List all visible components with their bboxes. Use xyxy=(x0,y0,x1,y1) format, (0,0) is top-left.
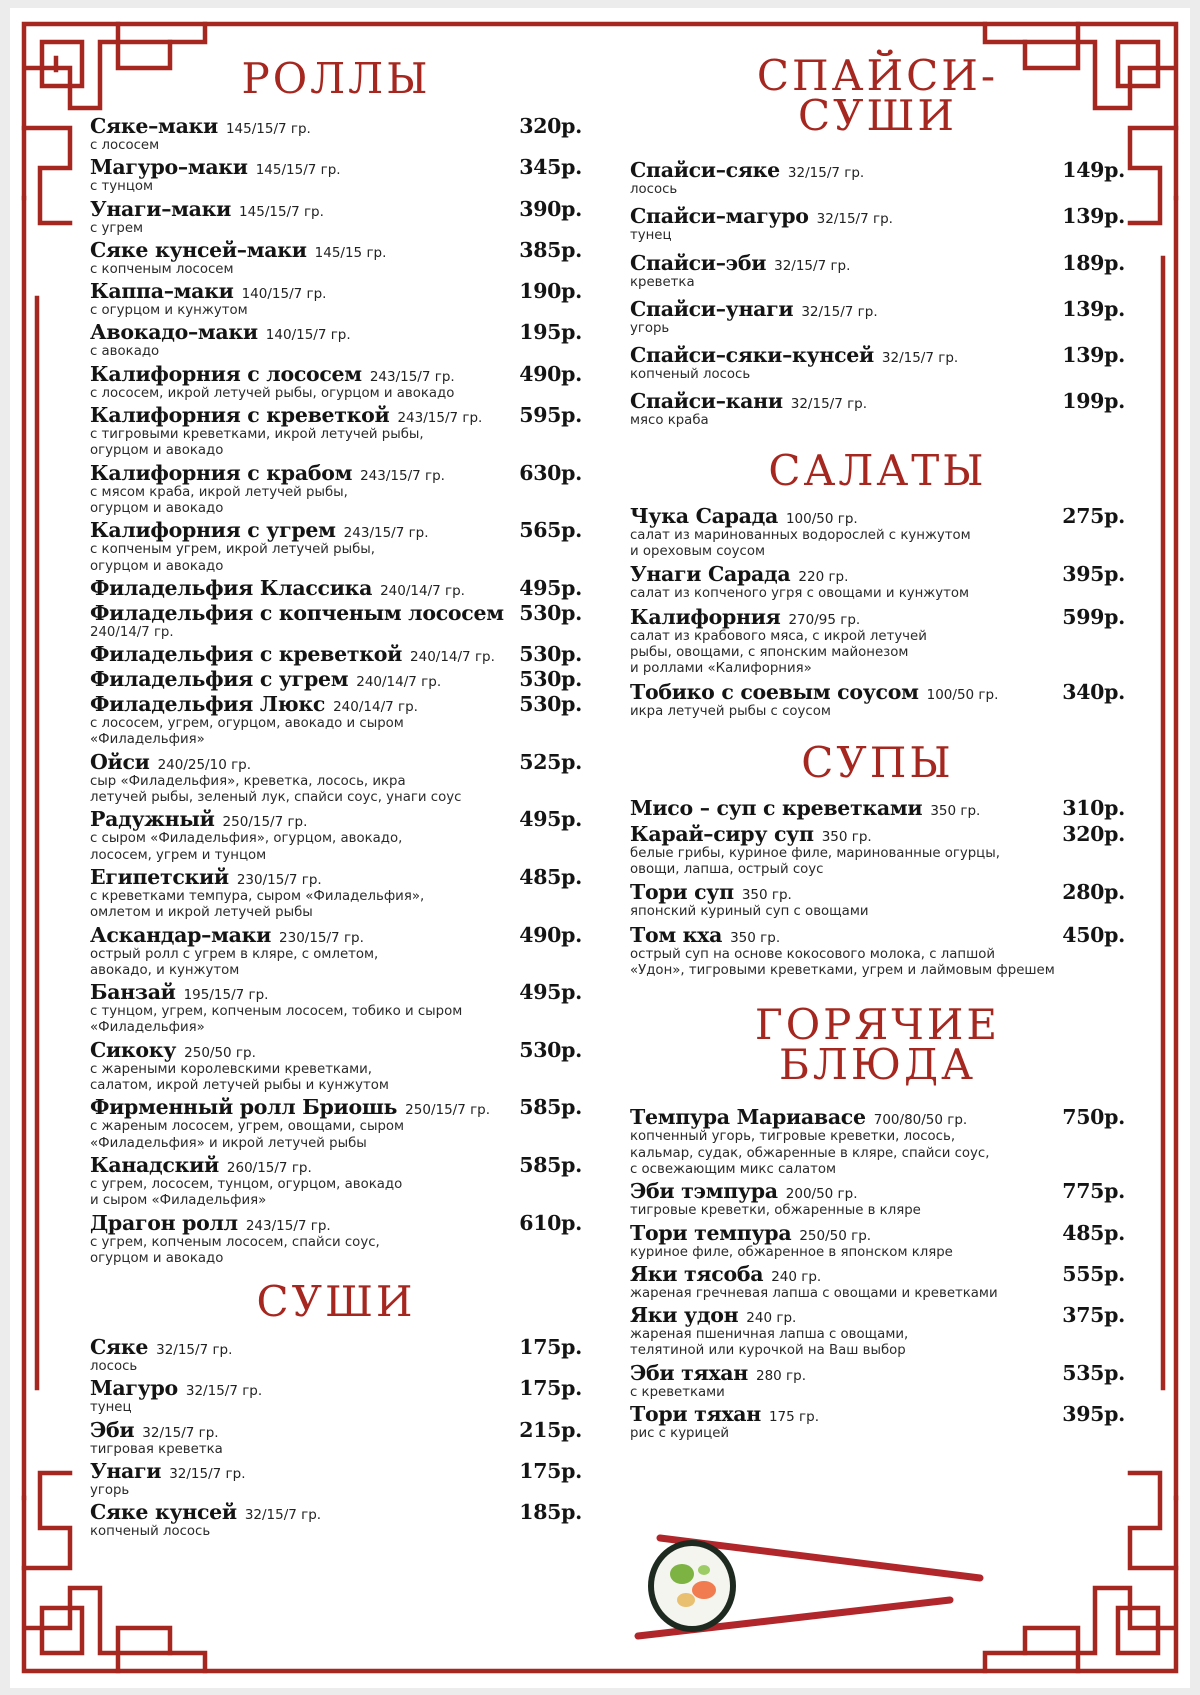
item-weight: 350 гр. xyxy=(821,828,872,845)
item-description: креветка xyxy=(630,274,695,290)
item-price: 139р. xyxy=(1062,296,1125,321)
item-name: Филадельфия Классика xyxy=(90,575,373,600)
item-name: Спайси–сяке xyxy=(630,158,780,182)
item-description: с мясом краба, икрой летучей рыбы, огурцом и авокадо xyxy=(90,484,348,516)
item-weight: 700/80/50 гр. xyxy=(873,1112,968,1129)
menu-item xyxy=(90,576,582,600)
menu-item xyxy=(90,1500,582,1540)
item-name: Яки тясоба xyxy=(630,1261,764,1286)
item-weight: 140/15/7 гр. xyxy=(241,286,327,303)
item-description: салат из маринованных водорослей с кунжутом и ореховым соусом xyxy=(630,527,971,560)
item-weight: 350 гр. xyxy=(930,802,981,819)
menu-item xyxy=(90,1211,582,1268)
item-description: рис с курицей xyxy=(630,1426,730,1442)
menu-item xyxy=(90,1335,582,1375)
menu-item xyxy=(90,1095,582,1152)
item-price: 485р. xyxy=(519,864,582,889)
menu-item xyxy=(630,680,1125,720)
item-price: 175р. xyxy=(519,1335,582,1360)
item-name: Ойси xyxy=(90,749,150,774)
item-weight: 250/50 гр. xyxy=(184,1044,256,1061)
item-description: лосось xyxy=(90,1359,138,1375)
item-name: Аскандар–маки xyxy=(90,922,272,947)
item-name: Темпура Мариавасе xyxy=(630,1105,866,1130)
item-description: лосось xyxy=(630,182,678,197)
item-weight: 270/95 гр. xyxy=(788,611,861,628)
menu-item xyxy=(90,923,582,980)
item-weight: 260/15/7 гр. xyxy=(226,1159,312,1176)
item-price: 450р. xyxy=(1062,922,1125,947)
item-description: жареная гречневая лапша с овощами и креветками xyxy=(630,1285,998,1301)
menu-item xyxy=(90,320,582,360)
menu-item xyxy=(630,1361,1125,1401)
menu-page xyxy=(10,8,1190,1688)
hot-heading-line1: ГОРЯЧИЕ xyxy=(754,1000,1001,1050)
item-name: Магуро–маки xyxy=(90,155,248,180)
menu-item xyxy=(90,692,582,749)
item-price: 375р. xyxy=(1062,1303,1125,1328)
item-description: с угрем xyxy=(90,220,144,236)
item-weight: 240 гр. xyxy=(746,1310,797,1327)
item-name: Эби xyxy=(90,1417,135,1442)
menu-item xyxy=(90,238,582,278)
item-weight: 145/15 гр. xyxy=(314,244,387,261)
item-weight: 220 гр. xyxy=(798,569,849,586)
item-price: 599р. xyxy=(1062,604,1125,629)
menu-item xyxy=(90,1038,582,1095)
item-price: 495р. xyxy=(519,807,582,832)
item-price: 485р. xyxy=(1062,1220,1125,1245)
menu-item xyxy=(90,807,582,864)
item-weight: 195/15/7 гр. xyxy=(183,987,269,1004)
item-description: 240/14/7 гр. xyxy=(90,624,174,640)
item-weight: 230/15/7 гр. xyxy=(279,929,364,946)
item-description: тунец xyxy=(630,228,672,244)
item-description: копченый лосось xyxy=(630,367,751,383)
item-name: Радужный xyxy=(90,807,215,832)
item-description: угорь xyxy=(630,320,670,336)
item-price: 275р. xyxy=(1062,503,1125,528)
item-price: 189р. xyxy=(1062,250,1125,275)
menu-item xyxy=(630,1402,1125,1442)
item-description: угорь xyxy=(90,1482,130,1498)
item-price: 395р. xyxy=(1062,562,1125,587)
item-price: 490р. xyxy=(519,922,582,947)
item-price: 195р. xyxy=(519,320,582,345)
item-name: Сяке–маки xyxy=(90,114,218,138)
item-price: 175р. xyxy=(519,1376,582,1401)
item-name: Каппа–маки xyxy=(90,279,234,304)
item-description: с тунцом, угрем, копченым лососем, тобико и сыром «Филадельфия» xyxy=(90,1004,463,1036)
item-price: 535р. xyxy=(1062,1360,1125,1385)
item-price: 530р. xyxy=(519,667,582,692)
item-weight: 145/15/7 гр. xyxy=(255,162,341,179)
item-weight: 240 гр. xyxy=(771,1268,822,1285)
item-description: с жареным лососем, угрем, овощами, сыром «Филадельфия» и икрой летучей рыбы xyxy=(90,1119,405,1151)
item-name: Эби тяхан xyxy=(630,1360,748,1385)
item-name: Филадельфия Люкс xyxy=(90,692,326,717)
menu-item xyxy=(630,1105,1125,1178)
item-description: копченный угорь, тигровые креветки, лосось, кальмар, судак, обжаренные в кляре, спайси соус, с освежающим микс салатом xyxy=(630,1129,990,1177)
item-name: Чука Сарада xyxy=(630,503,778,528)
item-name: Тобико с соевым соусом xyxy=(630,679,919,704)
item-weight: 240/14/7 гр. xyxy=(333,699,418,716)
item-price: 530р. xyxy=(519,600,582,625)
item-name: Фирменный ролл Бриошь xyxy=(90,1095,398,1120)
item-weight: 240/14/7 гр. xyxy=(356,674,442,691)
item-description: копченый лосось xyxy=(90,1524,211,1540)
spicy-heading-line1: СПАЙСИ- xyxy=(756,51,999,100)
sushi-list xyxy=(90,1335,582,1540)
item-weight: 243/15/7 гр. xyxy=(369,368,455,385)
menu-item xyxy=(630,605,1125,678)
item-description: тунец xyxy=(90,1400,132,1416)
menu-item xyxy=(90,750,582,807)
item-weight: 100/50 гр. xyxy=(785,510,858,527)
menu-item xyxy=(90,1459,582,1499)
item-price: 610р. xyxy=(519,1210,582,1235)
item-price: 310р. xyxy=(1062,795,1125,820)
item-description: салат из крабового мяса, с икрой летучей рыбы, овощами, с японским майонезом и роллами «Калифорния» xyxy=(630,628,927,677)
item-price: 139р. xyxy=(1062,343,1125,368)
item-description: икра летучей рыбы с соусом xyxy=(630,703,831,719)
item-description: острый ролл с угрем в кляре, с омлетом, авокадо, и кунжутом xyxy=(90,946,379,978)
item-name: Калифорния с креветкой xyxy=(90,403,390,428)
item-weight: 350 гр. xyxy=(741,887,792,904)
item-description: с креветками xyxy=(630,1384,725,1400)
item-price: 530р. xyxy=(519,642,582,667)
item-name: Калифорния с крабом xyxy=(90,460,353,485)
item-price: 495р. xyxy=(519,575,582,600)
sushi-roll-chopsticks-illustration xyxy=(620,1528,1060,1648)
item-name: Калифорния xyxy=(630,604,781,629)
item-name: Сикоку xyxy=(90,1037,177,1062)
item-price: 750р. xyxy=(1062,1105,1125,1130)
menu-item xyxy=(630,1221,1125,1261)
item-name: Авокадо–маки xyxy=(90,320,258,345)
item-price: 395р. xyxy=(1062,1402,1125,1427)
item-name: Калифорния с угрем xyxy=(90,518,336,543)
item-price: 345р. xyxy=(519,155,582,180)
menu-item xyxy=(90,980,582,1037)
menu-item xyxy=(90,1153,582,1210)
item-description: с авокадо xyxy=(90,344,160,360)
item-weight: 32/15/7 гр. xyxy=(185,1383,263,1400)
item-name: Канадский xyxy=(90,1152,219,1177)
item-price: 775р. xyxy=(1062,1179,1125,1204)
item-name: Карай–сиру суп xyxy=(630,821,814,846)
item-price: 530р. xyxy=(519,692,582,717)
item-name: Тори суп xyxy=(630,880,734,905)
item-price: 385р. xyxy=(519,237,582,262)
item-weight: 145/15/7 гр. xyxy=(225,121,311,137)
item-name: Сяке кунсей–маки xyxy=(90,237,307,262)
item-name: Эби тэмпура xyxy=(630,1179,778,1204)
menu-item xyxy=(630,504,1125,561)
item-description: сыр «Филадельфия», креветка, лосось, икра летучей рыбы, зеленый лук, спайси соус, унаги соус xyxy=(90,773,462,806)
item-name: Спайси–магуро xyxy=(630,204,809,229)
item-name: Унаги Сарада xyxy=(630,562,791,587)
item-description: с тунцом xyxy=(90,179,154,195)
hot-dishes-list xyxy=(630,1105,1125,1442)
item-price: 139р. xyxy=(1062,204,1125,229)
item-description: с тигровыми креветками, икрой летучей рыбы, огурцом и авокадо xyxy=(90,427,424,459)
menu-item xyxy=(630,297,1125,337)
menu-item xyxy=(630,251,1125,291)
item-weight: 243/15/7 гр. xyxy=(343,525,429,542)
item-description: тигровая креветка xyxy=(90,1441,223,1457)
menu-item xyxy=(630,158,1125,198)
item-price: 630р. xyxy=(519,460,582,485)
spicy-list xyxy=(630,158,1125,430)
item-name: Спайси–кани xyxy=(630,389,783,414)
item-name: Мисо – суп с креветками xyxy=(630,795,923,820)
menu-item xyxy=(90,518,582,575)
item-name: Калифорния с лососем xyxy=(90,361,362,386)
item-name: Сяке кунсей xyxy=(90,1500,237,1525)
item-weight: 250/50 гр. xyxy=(799,1227,872,1244)
item-weight: 32/15/7 гр. xyxy=(774,257,851,274)
menu-item xyxy=(90,1376,582,1416)
item-weight: 145/15/7 гр. xyxy=(239,203,324,220)
item-weight: 32/15/7 гр. xyxy=(790,396,868,413)
right-column xyxy=(630,51,1125,1443)
item-weight: 175 гр. xyxy=(768,1409,819,1426)
soups-heading: СУПЫ xyxy=(801,737,954,787)
item-description: с угрем, лососем, тунцом, огурцом, авокадо и сыром «Филадельфия» xyxy=(90,1176,403,1209)
item-price: 185р. xyxy=(519,1500,582,1525)
item-weight: 32/15/7 гр. xyxy=(156,1342,233,1359)
item-name: Филадельфия с креветкой xyxy=(90,642,403,667)
item-weight: 200/50 гр. xyxy=(785,1186,858,1203)
item-description: с лососем, угрем, огурцом, авокадо и сыром «Филадельфия» xyxy=(90,716,404,748)
item-weight: 230/15/7 гр. xyxy=(236,871,322,888)
sushi-heading: СУШИ xyxy=(256,1277,416,1327)
item-name: Унаги xyxy=(90,1458,162,1483)
menu-item xyxy=(630,389,1125,429)
item-weight: 32/15/7 гр. xyxy=(881,350,959,367)
item-description: с лососем, икрой летучей рыбы, огурцом и авокадо xyxy=(90,385,455,401)
item-weight: 32/15/7 гр. xyxy=(169,1465,246,1482)
item-weight: 32/15/7 гр. xyxy=(816,211,893,228)
item-weight: 243/15/7 гр. xyxy=(397,410,483,427)
item-weight: 243/15/7 гр. xyxy=(360,467,445,484)
item-description: куриное филе, обжаренное в японском кляре xyxy=(630,1244,953,1260)
item-description: с огурцом и кунжутом xyxy=(90,303,248,319)
item-name: Филадельфия с угрем xyxy=(90,667,349,692)
item-price: 190р. xyxy=(519,279,582,304)
menu-item xyxy=(90,403,582,460)
item-description: с жареными королевскими креветками, салатом, икрой летучей рыбы и кунжутом xyxy=(90,1061,389,1094)
item-weight: 100/50 гр. xyxy=(926,686,999,703)
item-price: 199р. xyxy=(1062,389,1125,414)
item-name: Спайси–сяки–кунсей xyxy=(630,343,874,368)
menu-item xyxy=(90,461,582,518)
item-price: 320р. xyxy=(1062,821,1125,846)
menu-item xyxy=(90,279,582,319)
menu-item xyxy=(630,822,1125,879)
item-price: 490р. xyxy=(519,361,582,386)
item-description: мясо краба xyxy=(630,413,709,429)
item-description: с лососем xyxy=(90,138,160,153)
menu-item xyxy=(630,204,1125,244)
menu-item xyxy=(90,1418,582,1458)
item-weight: 32/15/7 гр. xyxy=(142,1424,219,1441)
item-name: Драгон ролл xyxy=(90,1210,238,1235)
item-description: японский куриный суп с овощами xyxy=(630,904,869,920)
item-price: 585р. xyxy=(519,1095,582,1120)
item-description: салат из копченого угря с овощами и кунжутом xyxy=(630,586,970,602)
item-description: с угрем, копченым лососем, спайси соус, огурцом и авокадо xyxy=(90,1234,380,1266)
item-price: 565р. xyxy=(519,518,582,543)
item-description: с сыром «Филадельфия», огурцом, авокадо, лососем, угрем и тунцом xyxy=(90,831,403,863)
item-description: с копченым лососем xyxy=(90,261,234,277)
item-name: Том кха xyxy=(630,922,723,947)
spicy-heading xyxy=(630,51,1125,140)
item-price: 525р. xyxy=(519,749,582,774)
rolls-list xyxy=(90,114,582,1267)
menu-item xyxy=(90,197,582,237)
item-name: Магуро xyxy=(90,1376,178,1401)
menu-item xyxy=(630,880,1125,920)
item-weight: 350 гр. xyxy=(730,929,781,946)
menu-item xyxy=(90,114,582,154)
menu-item xyxy=(90,642,582,666)
menu-item xyxy=(630,1303,1125,1360)
item-weight: 32/15/7 гр. xyxy=(244,1507,322,1524)
item-description: тигровые креветки, обжаренные в кляре xyxy=(630,1203,921,1219)
item-weight: 240/25/10 гр. xyxy=(157,756,252,773)
item-weight: 32/15/7 гр. xyxy=(801,303,878,320)
hot-heading-line2: БЛЮДА xyxy=(779,1040,976,1090)
item-name: Египетский xyxy=(90,864,229,889)
left-column xyxy=(90,54,582,1542)
item-price: 320р. xyxy=(519,114,582,138)
item-price: 530р. xyxy=(519,1037,582,1062)
item-description: жареная пшеничная лапша с овощами, телятиной или курочкой на Ваш выбор xyxy=(630,1327,909,1359)
menu-item xyxy=(90,865,582,922)
item-weight: 280 гр. xyxy=(755,1367,806,1384)
item-name: Банзай xyxy=(90,980,176,1005)
item-description: острый суп на основе кокосового молока, с лапшой «Удон», тигровыми креветками, угрем и лаймовым фрешем xyxy=(630,946,1055,979)
item-name: Унаги–маки xyxy=(90,196,232,221)
item-name: Сяке xyxy=(90,1335,149,1360)
menu-item xyxy=(630,343,1125,383)
item-price: 595р. xyxy=(519,403,582,428)
menu-item xyxy=(90,155,582,195)
item-weight: 250/15/7 гр. xyxy=(405,1102,491,1119)
item-weight: 240/14/7 гр. xyxy=(410,649,495,666)
hot-dishes-heading xyxy=(630,1000,1125,1090)
item-price: 495р. xyxy=(519,980,582,1005)
item-price: 149р. xyxy=(1062,158,1125,182)
item-description: белые грибы, куриное филе, маринованные огурцы, овощи, лапша, острый соус xyxy=(630,845,1000,878)
menu-item xyxy=(90,362,582,402)
salads-list xyxy=(630,504,1125,720)
menu-item xyxy=(630,562,1125,602)
spicy-heading-line2: СУШИ xyxy=(797,91,958,140)
item-price: 340р. xyxy=(1062,679,1125,704)
item-weight: 140/15/7 гр. xyxy=(265,327,351,344)
menu-item xyxy=(90,667,582,691)
menu-item xyxy=(630,1262,1125,1302)
menu-item xyxy=(630,796,1125,820)
salads-heading: САЛАТЫ xyxy=(768,445,987,495)
menu-item xyxy=(630,1179,1125,1219)
rolls-heading: РОЛЛЫ xyxy=(241,54,431,103)
item-price: 555р. xyxy=(1062,1261,1125,1286)
item-name: Спайси–эби xyxy=(630,250,767,275)
item-name: Филадельфия с копченым лососем xyxy=(90,600,504,625)
item-name: Спайси–унаги xyxy=(630,296,794,321)
item-weight: 240/14/7 гр. xyxy=(380,582,465,599)
item-price: 280р. xyxy=(1062,880,1125,905)
item-weight: 250/15/7 гр. xyxy=(222,814,308,831)
menu-item xyxy=(90,601,582,641)
item-weight: 243/15/7 гр. xyxy=(245,1217,331,1234)
item-description: с копченым угрем, икрой летучей рыбы, огурцом и авокадо xyxy=(90,542,376,574)
menu-item xyxy=(630,923,1125,980)
item-price: 390р. xyxy=(519,196,582,221)
item-name: Тори темпура xyxy=(630,1220,792,1245)
item-price: 175р. xyxy=(519,1458,582,1483)
item-weight: 32/15/7 гр. xyxy=(787,165,865,181)
soups-list xyxy=(630,796,1125,979)
item-price: 585р. xyxy=(519,1152,582,1177)
item-name: Яки удон xyxy=(630,1303,739,1328)
item-description: с креветками темпура, сыром «Филадельфия», омлетом и икрой летучей рыбы xyxy=(90,888,425,921)
item-price: 215р. xyxy=(519,1417,582,1442)
item-name: Тори тяхан xyxy=(630,1402,761,1427)
